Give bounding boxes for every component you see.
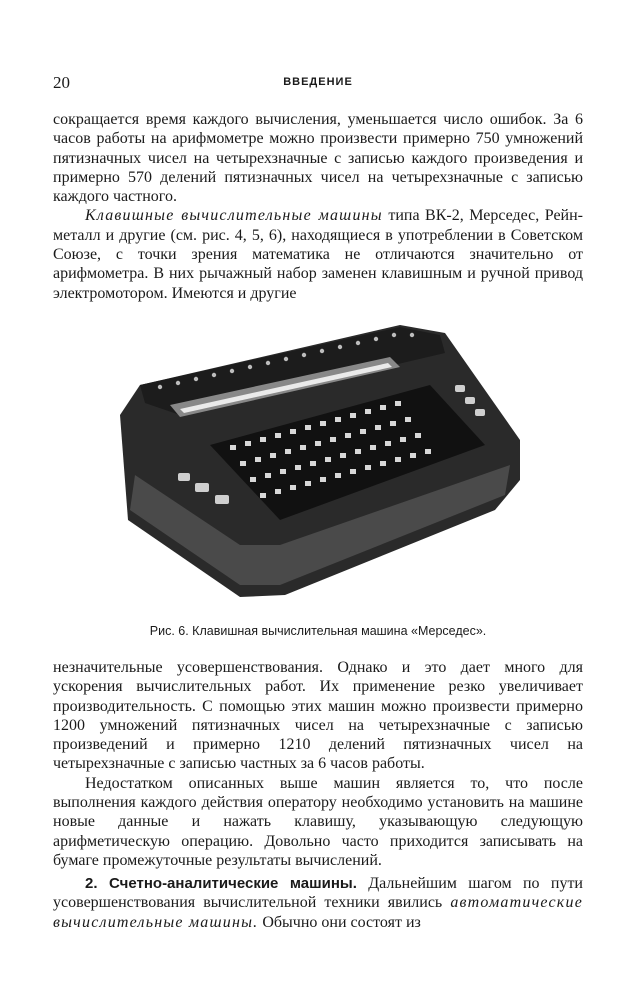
italic-term: автоматические вычислительные машины. xyxy=(53,894,583,931)
paragraph: незначительные усовершенствования. Однако и это дает много для ускорения вычислительных работ. Их применение резко увеличивает производительность. С помощью этих машин можно произвести примерно 1200 умножений пятизначных чисел на четырехзначные с записью произведений и примерно 1210 делений пятизначных чисел на четырехзначные с записью частных за 6 часов работы. xyxy=(53,659,583,773)
section-title: 2. Счетно-аналитические машины. xyxy=(85,875,357,892)
paragraph: Недостатком описанных выше машин является то, что после выполнения каждого действия оператору необходимо установить на машине новые данные и нажать клавишу, указывающую следующую арифметическую операцию. Довольно часто приходится записывать на бумаге промежуточные результаты вычислений. xyxy=(53,774,583,869)
running-head: ВВЕДЕНИЕ xyxy=(283,76,353,88)
paragraph-text: типа ВК-2, Мерседес, Рейн-металл и другие (см. рис. 4, 5, 6), находящиеся в употреблении в Советском Союзе, с точки зрения математика не отличаются значительно от арифмометра. В них рычажный набор заменен клавишным и ручной привод электромотором. Имеются и другие xyxy=(53,207,584,302)
paragraph-text: Обычно они состоят из xyxy=(258,913,421,931)
text-block-top xyxy=(53,110,583,303)
text-block-bottom xyxy=(53,874,583,932)
paragraph xyxy=(53,206,583,302)
text-block-middle xyxy=(53,658,583,870)
figure-caption: Рис. 6. Клавишная вычислительная машина «Мерседес». xyxy=(149,624,487,638)
paragraph-text: Дальнейшим шагом по пути усовершенствования вычислительной техники явились xyxy=(53,875,583,912)
page-number: 20 xyxy=(53,73,70,92)
calculator-figure xyxy=(100,305,540,605)
paragraph: сокращается время каждого вычисления, уменьшается число ошибок. За 6 часов работы на арифмометре можно произвести примерно 750 умножений пятизначных чисел на четырехзначные с записью каждого произведения и примерно 570 делений пятизначных чисел на четырехзначные с записью каждого частного. xyxy=(53,111,583,206)
paragraph xyxy=(53,874,583,932)
italic-term: Клавишные вычислительные машины xyxy=(85,207,383,225)
page-header xyxy=(53,73,583,97)
